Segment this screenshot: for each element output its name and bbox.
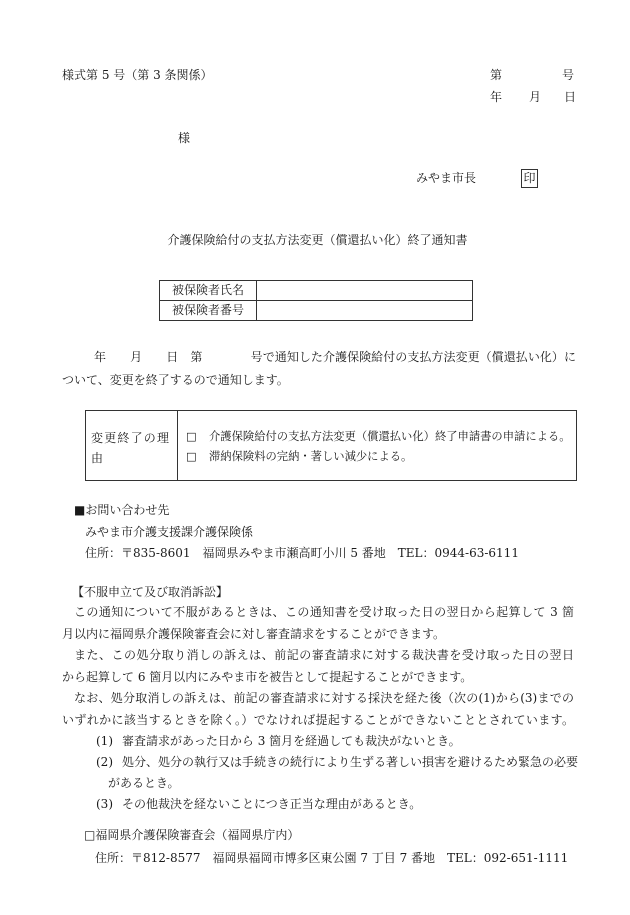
notice-line: ついて、変更を終了するので通知します。 <box>62 373 289 387</box>
checkbox-icon: □ <box>186 430 197 443</box>
document-title: 介護保険給付の支払方法変更（償還払い化）終了通知書 <box>167 233 468 247</box>
reason-option <box>186 449 412 465</box>
appeal-line: いずれかに該当するときを除く。）でなければ提起することができないこととされています。 <box>62 713 574 727</box>
issuer-name: みやま市長 <box>416 171 477 185</box>
item-text: 処分、処分の執行又は手続きの続行により生ずる著しい損害を避けるため緊急の必要 <box>122 755 579 769</box>
item-text: その他裁決を経ないことにつき正当な理由があるとき。 <box>122 797 422 811</box>
insured-person-table <box>159 280 473 321</box>
item-number: (1) <box>96 734 113 748</box>
termination-reason-box <box>85 410 577 481</box>
date-day: 日 <box>564 90 577 104</box>
item-text: があるとき。 <box>108 776 180 790</box>
item-number: (3) <box>96 797 113 811</box>
date-month: 月 <box>529 90 542 104</box>
table-row <box>160 281 473 301</box>
document-number-prefix: 第 <box>490 68 503 82</box>
reason-option-text: 滞納保険料の完納・著しい減少による。 <box>209 450 413 463</box>
contact-department: みやま市介護支援課介護保険係 <box>85 525 254 539</box>
appeal-line: また、この処分取り消しの訴えは、前記の審査請求に対する裁決書を受け取った日の翌日 <box>74 648 574 662</box>
notice-line: 年 月 日 第 号で通知した介護保険給付の支払方法変更（償還払い化）に <box>94 350 576 364</box>
checkbox-icon: □ <box>186 450 197 463</box>
reason-option <box>186 429 571 445</box>
reason-option-text: 介護保険給付の支払方法変更（償還払い化）終了申請書の申請による。 <box>209 430 571 443</box>
insured-name-value <box>257 281 473 301</box>
insured-number-value <box>257 301 473 321</box>
form-number: 様式第 5 号（第 3 条関係） <box>62 68 213 82</box>
table-row <box>160 301 473 321</box>
item-number: (2) <box>96 755 113 769</box>
insured-name-label: 被保険者氏名 <box>160 281 257 301</box>
appeal-heading: 【不服申立て及び取消訴訟】 <box>72 585 229 599</box>
appeal-line: 月以内に福岡県介護保険審査会に対し審査請求をすることができます。 <box>62 627 446 641</box>
reason-label: 変更終了の理由 <box>86 411 178 480</box>
insured-number-label: 被保険者番号 <box>160 301 257 321</box>
appeal-line: なお、処分取消しの訴えは、前記の審査請求に対する採決を経た後（次の(1)から(3)までの <box>74 691 574 705</box>
contact-address: 住所：〒835-8601 福岡県みやま市瀬高町小川 5 番地 TEL：0944-63-6111 <box>85 546 519 560</box>
contact-heading: ■お問い合わせ先 <box>74 503 170 517</box>
seal-stamp-box: 印 <box>521 169 538 188</box>
date-year: 年 <box>490 90 503 104</box>
review-board-name: □福岡県介護保険審査会（福岡県庁内） <box>84 828 300 842</box>
item-text: 審査請求があった日から 3 箇月を経過しても裁決がないとき。 <box>122 734 461 748</box>
appeal-line: この通知について不服があるときは、この通知書を受け取った日の翌日から起算して 3 箇 <box>74 605 574 619</box>
appeal-line: から起算して 6 箇月以内にみやま市を被告として提起することができます。 <box>62 670 473 684</box>
addressee-honorific: 様 <box>178 131 191 145</box>
document-number-suffix: 号 <box>562 68 575 82</box>
review-board-address: 住所：〒812-8577 福岡県福岡市博多区東公園 7 丁目 7 番地 TEL：092-651-1111 <box>95 851 569 865</box>
